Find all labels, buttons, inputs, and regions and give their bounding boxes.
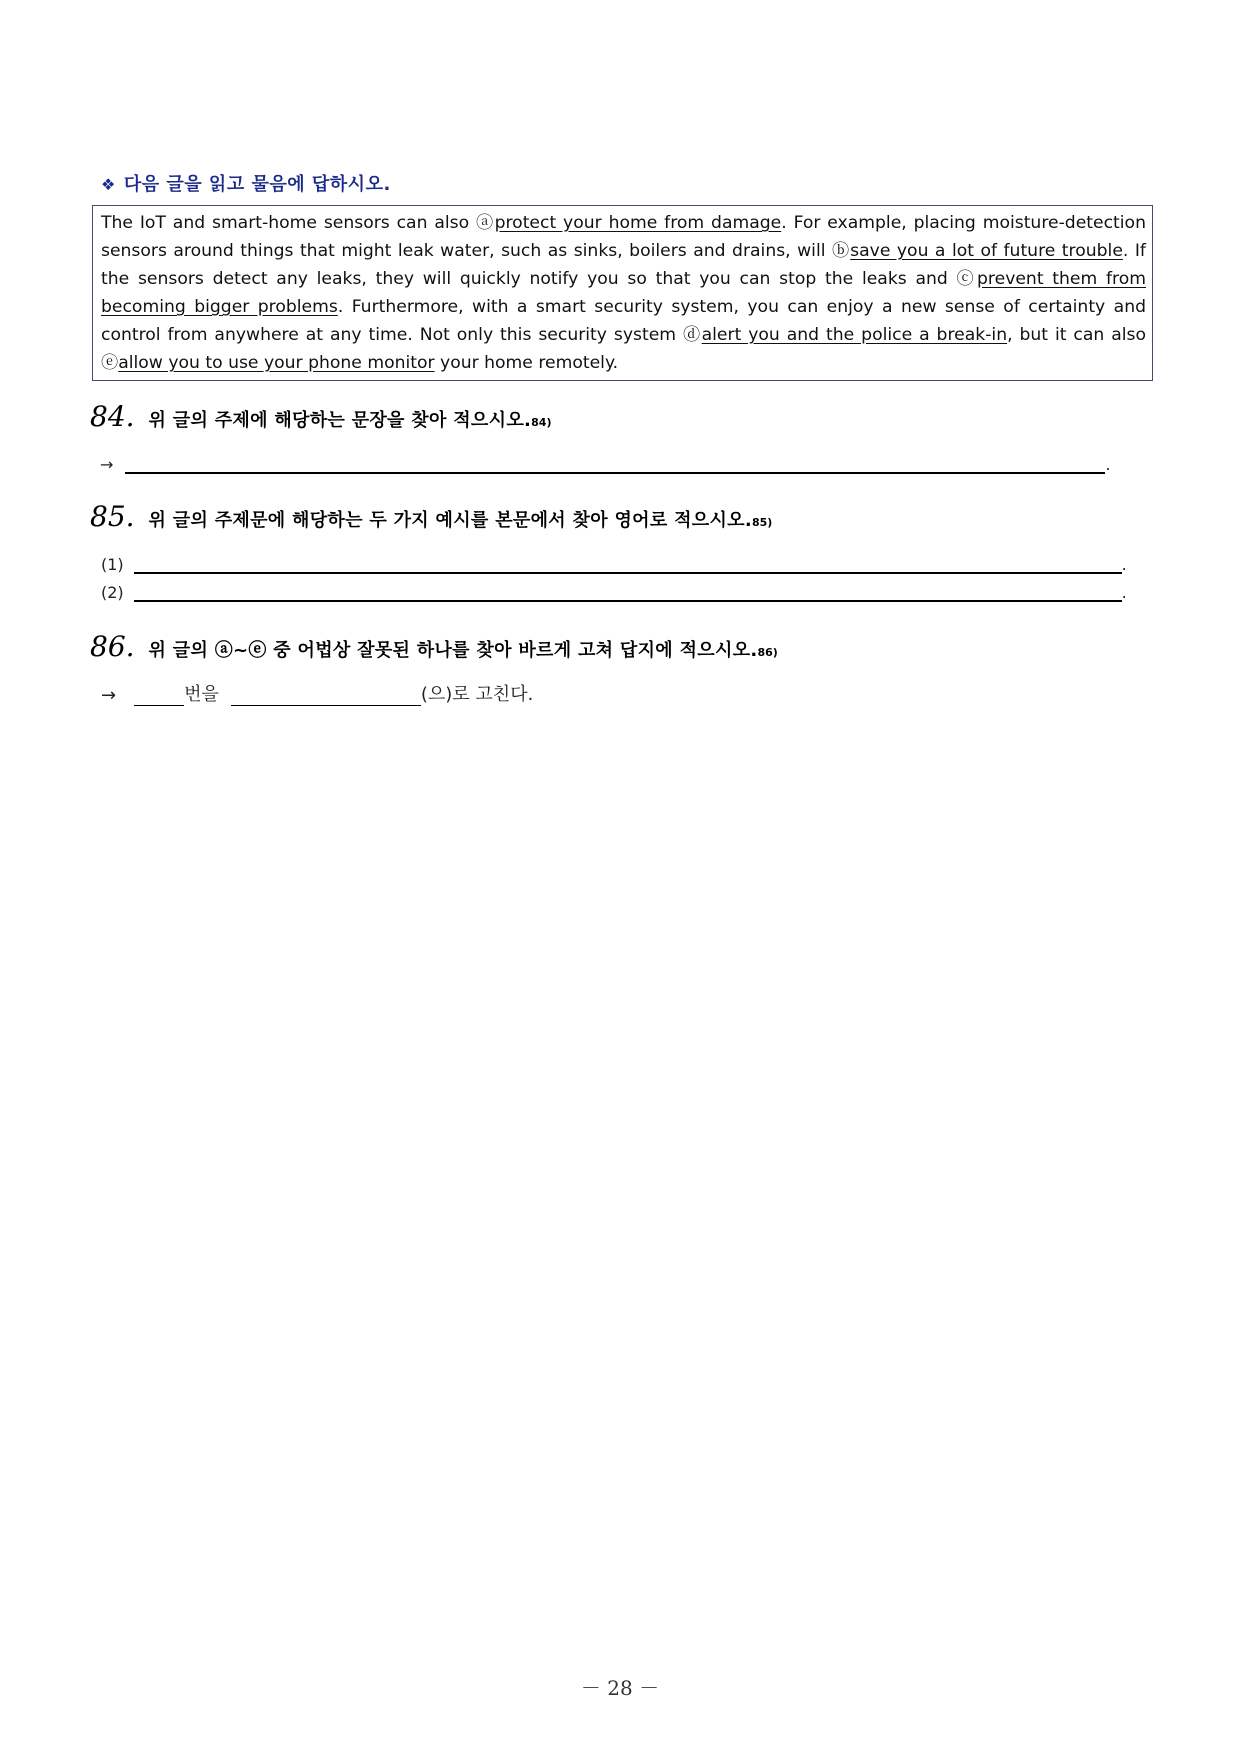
- passage-text: . If the sensors detect any leaks, they will quickly notify you so that you can stop the leaks and: [101, 241, 1146, 289]
- marker-e: ⓔ: [101, 353, 119, 373]
- question-text: 위 글의 주제에 해당하는 문장을 찾아 적으시오.: [148, 410, 532, 431]
- arrow-icon: →: [100, 455, 114, 474]
- footnote-ref: 85): [751, 516, 773, 529]
- answer-blank-number[interactable]: [134, 685, 184, 706]
- answer-85-2: [101, 580, 1127, 602]
- period: .: [1121, 583, 1127, 602]
- underlined-d: alert you and the police a break-in: [701, 325, 1008, 345]
- underlined-b: save you a lot of future trouble: [850, 241, 1123, 261]
- period: .: [1105, 455, 1111, 474]
- instruction: [101, 170, 391, 196]
- question-number: 84.: [90, 400, 135, 433]
- instruction-text: 다음 글을 읽고 물음에 답하시오.: [123, 174, 391, 195]
- answer-line-85-2[interactable]: [134, 580, 1122, 602]
- answer-85-1: [101, 552, 1127, 574]
- question-number: 85.: [90, 500, 135, 533]
- answer-line-84[interactable]: [125, 452, 1105, 474]
- arrow-icon: →: [101, 685, 117, 706]
- underlined-e: allow you to use your phone monitor: [118, 353, 435, 373]
- marker-c: ⓒ: [956, 269, 978, 289]
- passage-text: The IoT and smart-home sensors can also: [101, 213, 476, 233]
- answer-84: [100, 452, 1111, 474]
- page-number: － 28 －: [580, 1676, 660, 1700]
- period: .: [1121, 555, 1127, 574]
- question-text: 위 글의 주제문에 해당하는 두 가지 예시를 본문에서 찾아 영어로 적으시오.: [148, 510, 752, 531]
- underlined-c: prevent them from becoming bigger problems: [101, 269, 1146, 317]
- question-text: 위 글의 ⓐ~ⓔ 중 어법상 잘못된 하나를 찾아 바르게 고쳐 답지에 적으시오.: [148, 640, 758, 661]
- question-84: [90, 400, 551, 433]
- passage-box: [92, 205, 1153, 381]
- answer-blank-correction[interactable]: [231, 685, 421, 706]
- answer-line-85-1[interactable]: [134, 552, 1122, 574]
- question-number: 86.: [90, 630, 135, 663]
- answer-text-mid: 번을: [184, 684, 219, 705]
- underlined-a: protect your home from damage: [494, 213, 782, 233]
- question-85: [90, 500, 772, 533]
- marker-b: ⓑ: [831, 241, 851, 261]
- passage-text: , but it can also: [1007, 325, 1146, 345]
- passage-text: . Furthermore, with a smart security system, you can enjoy a new sense of certainty and control from anywhere at any time. Not only this security system: [101, 297, 1146, 345]
- answer-label: (2): [101, 583, 124, 602]
- answer-text-end: (으)로 고친다.: [420, 684, 534, 705]
- passage-text: your home remotely.: [434, 353, 619, 373]
- answer-86: [101, 680, 533, 706]
- marker-d: ⓓ: [682, 325, 702, 345]
- footnote-ref: 86): [757, 646, 778, 659]
- passage-text: . For example, placing moisture-detection sensors around things that might leak water, such as sinks, boilers and drains, will: [101, 213, 1146, 261]
- marker-a: ⓐ: [475, 213, 495, 233]
- diamond-bullet-icon: ❖: [101, 175, 116, 194]
- footnote-ref: 84): [531, 416, 552, 429]
- answer-label: (1): [101, 555, 124, 574]
- question-86: [90, 630, 778, 663]
